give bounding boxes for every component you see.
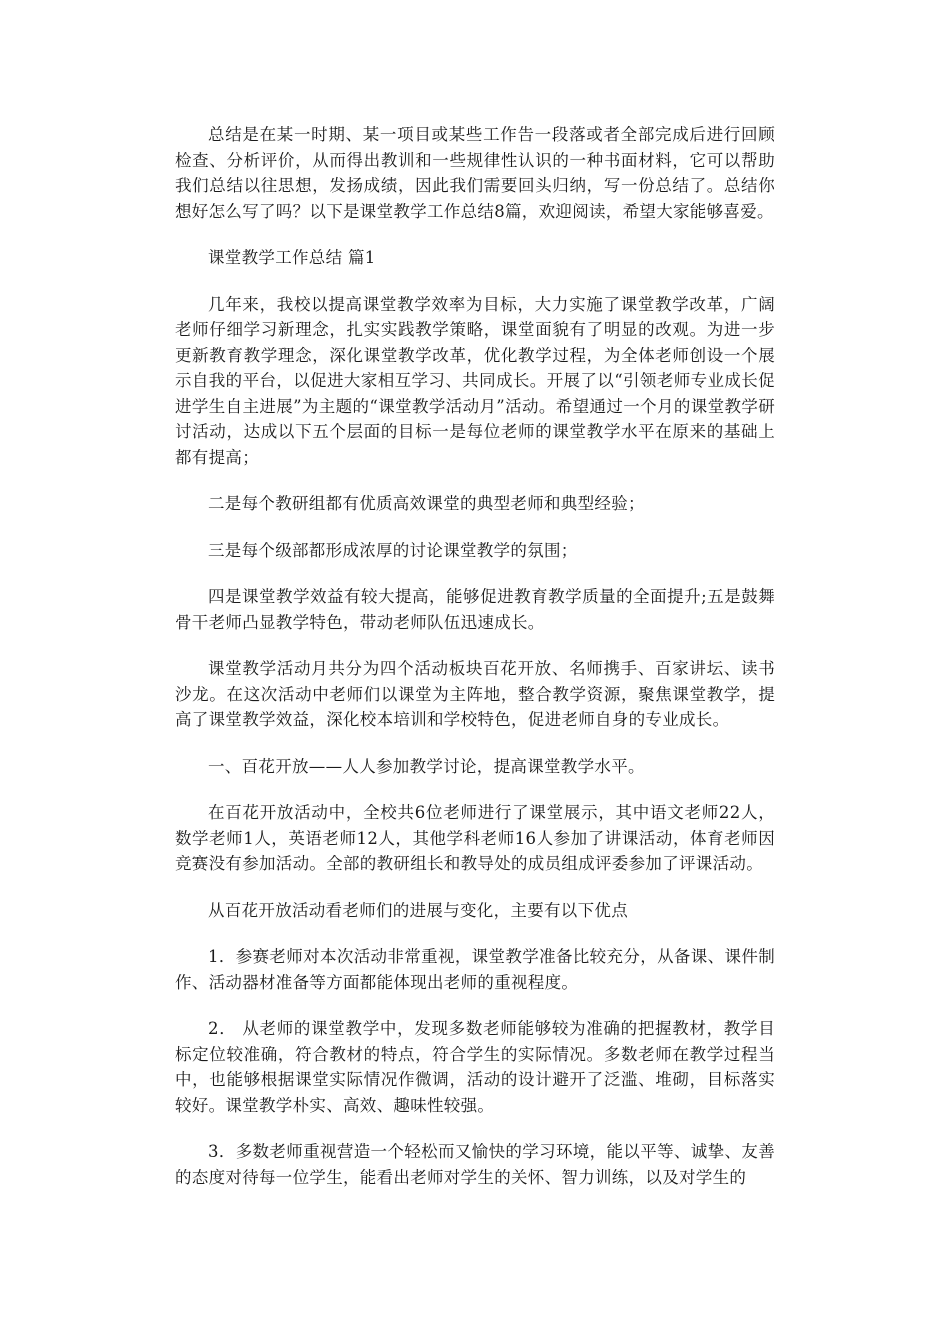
list-item-paragraph: 2． 从老师的课堂教学中，发现多数老师能够较为准确的把握教材，教学目标定位较准确，符合教材的特点，符合学生的实际情况。多数老师在教学过程当中，也能够根据课堂实际情况作微调，活动的设计避开了泛滥、堆砌，目标落实较好。课堂教学朴实、高效、趣味性较强。 [175, 1019, 775, 1115]
body-paragraph: 从百花开放活动看老师们的进展与变化，主要有以下优点 [208, 900, 628, 920]
body-paragraph: 课堂教学活动月共分为四个活动板块百花开放、名师携手、百家讲坛、读书沙龙。在这次活动中老师们以课堂为主阵地，整合教学资源，聚焦课堂教学，提高了课堂教学效益，深化校本培训和学校特色，促进老师自身的专业成长。 [175, 659, 775, 729]
list-item-paragraph: 3．多数老师重视营造一个轻松而又愉快的学习环境，能以平等、诚挚、友善的态度对待每一位学生，能看出老师对学生的关怀、智力训练，以及对学生的 [175, 1142, 775, 1187]
section-heading: 课堂教学工作总结 篇1 [208, 248, 376, 267]
list-item-paragraph: 1．参赛老师对本次活动非常重视，课堂教学准备比较充分，从备课、课件制作、活动器材准备等方面都能体现出老师的重视程度。 [175, 947, 775, 992]
body-paragraph: 几年来，我校以提高课堂教学效率为目标，大力实施了课堂教学改革，广阔老师仔细学习新理念，扎实实践教学策略，课堂面貌有了明显的改观。为进一步更新教育教学理念，深化课堂教学改革，优化教学过程，为全体老师创设一个展示自我的平台，以促进大家相互学习、共同成长。开展了以“引领老师专业成长促进学生自主进展”为主题的“课堂教学活动月”活动。希望通过一个月的课堂教学研讨活动，达成以下五个层面的目标一是每位老师的课堂教学水平在原来的基础上都有提高； [175, 294, 775, 467]
body-paragraph: 四是课堂教学效益有较大提高，能够促进教育教学质量的全面提升;五是鼓舞骨干老师凸显教学特色，带动老师队伍迅速成长。 [175, 587, 775, 632]
body-paragraph: 三是每个级部都形成浓厚的讨论课堂教学的氛围； [208, 540, 578, 560]
body-paragraph: 二是每个教研组都有优质高效课堂的典型老师和典型经验； [208, 494, 645, 513]
document-body [175, 122, 775, 1211]
body-paragraph: 在百花开放活动中，全校共6位老师进行了课堂展示，其中语文老师22人，数学老师1人，英语老师12人，其他学科老师16人参加了讲课活动，体育老师因竞赛没有参加活动。全部的教研组长和教导处的成员组成评委参加了评课活动。 [175, 803, 775, 873]
intro-paragraph: 总结是在某一时期、某一项目或某些工作告一段落或者全部完成后进行回顾检查、分析评价，从而得出教训和一些规律性认识的一种书面材料，它可以帮助我们总结以往思想，发扬成绩，因此我们需要回头归纳，写一份总结了。总结你想好怎么写了吗？以下是课堂教学工作总结8篇，欢迎阅读，希望大家能够喜爱。 [175, 125, 775, 221]
subheading-paragraph: 一、百花开放——人人参加教学讨论，提高课堂教学水平。 [208, 756, 645, 776]
